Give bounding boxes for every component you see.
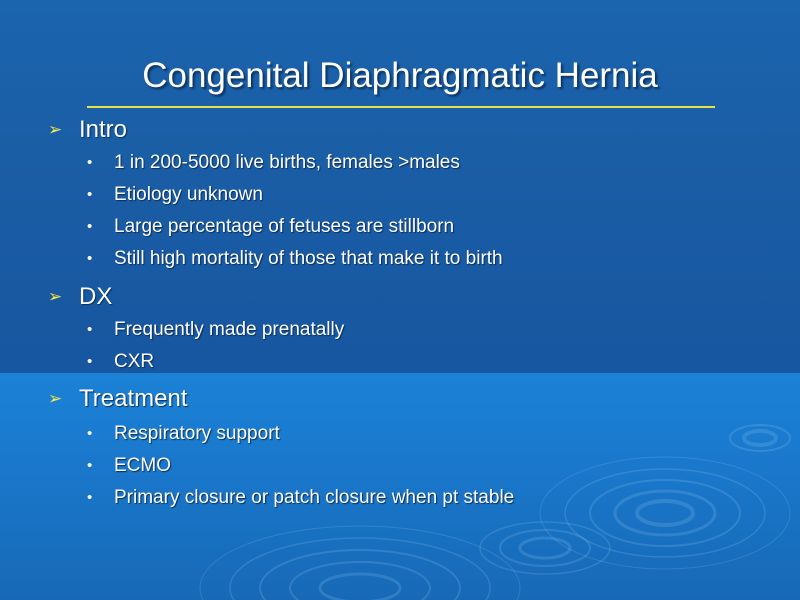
bullet-dot-icon: •: [87, 321, 93, 338]
list-item: CXR: [114, 351, 155, 372]
bullet-dot-icon: •: [87, 489, 93, 506]
bullet-dot-icon: •: [87, 154, 93, 171]
list-item: Still high mortality of those that make it to birth: [114, 248, 503, 269]
section-heading-intro: Intro: [79, 116, 128, 143]
arrow-bullet-icon: ➢: [48, 120, 63, 139]
bullet-dot-icon: •: [87, 353, 93, 370]
section-heading-treatment: Treatment: [79, 385, 188, 412]
list-item: 1 in 200-5000 live births, females >males: [114, 152, 460, 173]
bullet-dot-icon: •: [87, 250, 93, 267]
list-item: Primary closure or patch closure when pt stable: [114, 487, 515, 508]
list-item: Respiratory support: [114, 423, 280, 444]
section-heading-dx: DX: [79, 283, 113, 310]
slide-title: Congenital Diaphragmatic Hernia: [142, 56, 658, 95]
bullet-dot-icon: •: [87, 218, 93, 235]
bullet-dot-icon: •: [87, 457, 93, 474]
list-item: Frequently made prenatally: [114, 319, 345, 340]
list-item: Large percentage of fetuses are stillborn: [114, 216, 455, 237]
arrow-bullet-icon: ➢: [48, 389, 63, 408]
bullet-dot-icon: •: [87, 186, 93, 203]
bullet-dot-icon: •: [87, 425, 93, 442]
arrow-bullet-icon: ➢: [48, 287, 63, 306]
list-item: Etiology unknown: [114, 184, 263, 205]
list-item: ECMO: [114, 455, 171, 476]
